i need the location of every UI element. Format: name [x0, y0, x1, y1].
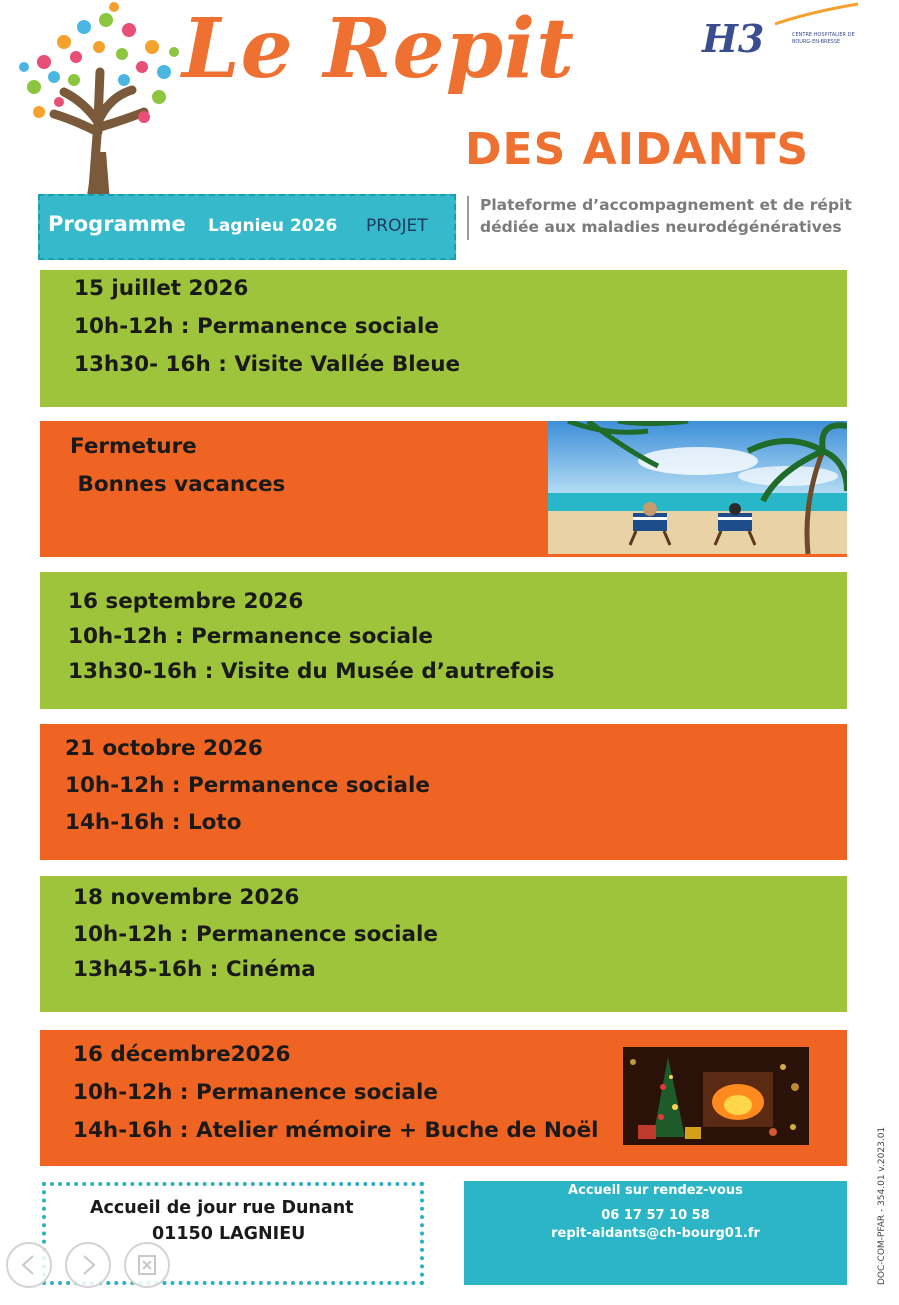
program-label: Programme — [48, 212, 186, 236]
platform-line-1: Plateforme d’accompagnement et de répit — [480, 196, 852, 214]
program-place: Lagnieu 2026 — [208, 216, 338, 236]
event-line: 14h-16h : Atelier mémoire + Buche de Noël — [73, 1118, 599, 1143]
platform-description — [480, 194, 852, 238]
exit-icon — [126, 1244, 168, 1286]
program-status: PROJET — [366, 216, 428, 236]
document-reference: DOC-COM-PFAR - 354.01 v.2023.01 — [877, 1126, 887, 1285]
event-line: 13h30-16h : Visite du Musée d’autrefois — [68, 659, 555, 684]
event-date: Fermeture — [70, 434, 197, 459]
beach-photo — [548, 421, 847, 554]
event-line: 10h-12h : Permanence sociale — [74, 314, 439, 339]
christmas-photo — [623, 1047, 809, 1145]
title-le-repit: Le Repit — [182, 1, 576, 97]
event-date: 18 novembre 2026 — [73, 885, 300, 910]
exit-button[interactable] — [124, 1242, 170, 1288]
event-line: 10h-12h : Permanence sociale — [73, 922, 438, 947]
title-des-aidants: DES AIDANTS — [465, 124, 810, 175]
contact-title: Accueil sur rendez-vous — [568, 1183, 743, 1198]
event-line: 13h30- 16h : Visite Vallée Bleue — [74, 352, 461, 377]
header-divider — [467, 196, 469, 240]
address-line-1: Accueil de jour rue Dunant — [90, 1198, 354, 1218]
event-date: 15 juillet 2026 — [74, 276, 249, 301]
event-date: 21 octobre 2026 — [65, 736, 263, 761]
prev-button[interactable] — [6, 1242, 52, 1288]
tree-of-hands-logo — [14, 2, 184, 202]
next-icon — [67, 1244, 109, 1286]
event-line: 10h-12h : Permanence sociale — [68, 624, 433, 649]
logo-mark: H3 — [702, 16, 765, 57]
address-line-2: 01150 LAGNIEU — [152, 1224, 306, 1244]
event-date: 16 septembre 2026 — [68, 589, 304, 614]
next-button[interactable] — [65, 1242, 111, 1288]
prev-icon — [8, 1244, 50, 1286]
contact-phone[interactable]: 06 17 57 10 58 — [601, 1208, 710, 1223]
event-line: 13h45-16h : Cinéma — [73, 957, 316, 982]
contact-email[interactable]: repit-aidants@ch-bourg01.fr — [551, 1226, 760, 1241]
event-line: 10h-12h : Permanence sociale — [65, 773, 430, 798]
platform-line-2: dédiée aux maladies neurodégénératives — [480, 218, 842, 236]
event-line: 14h-16h : Loto — [65, 810, 242, 835]
event-line: 10h-12h : Permanence sociale — [73, 1080, 438, 1105]
event-line: Bonnes vacances — [70, 472, 286, 497]
hospital-logo — [700, 2, 860, 57]
event-date: 16 décembre2026 — [73, 1042, 291, 1067]
logo-caption: CENTRE HOSPITALIER DE BOURG-EN-BRESSE — [792, 32, 855, 45]
